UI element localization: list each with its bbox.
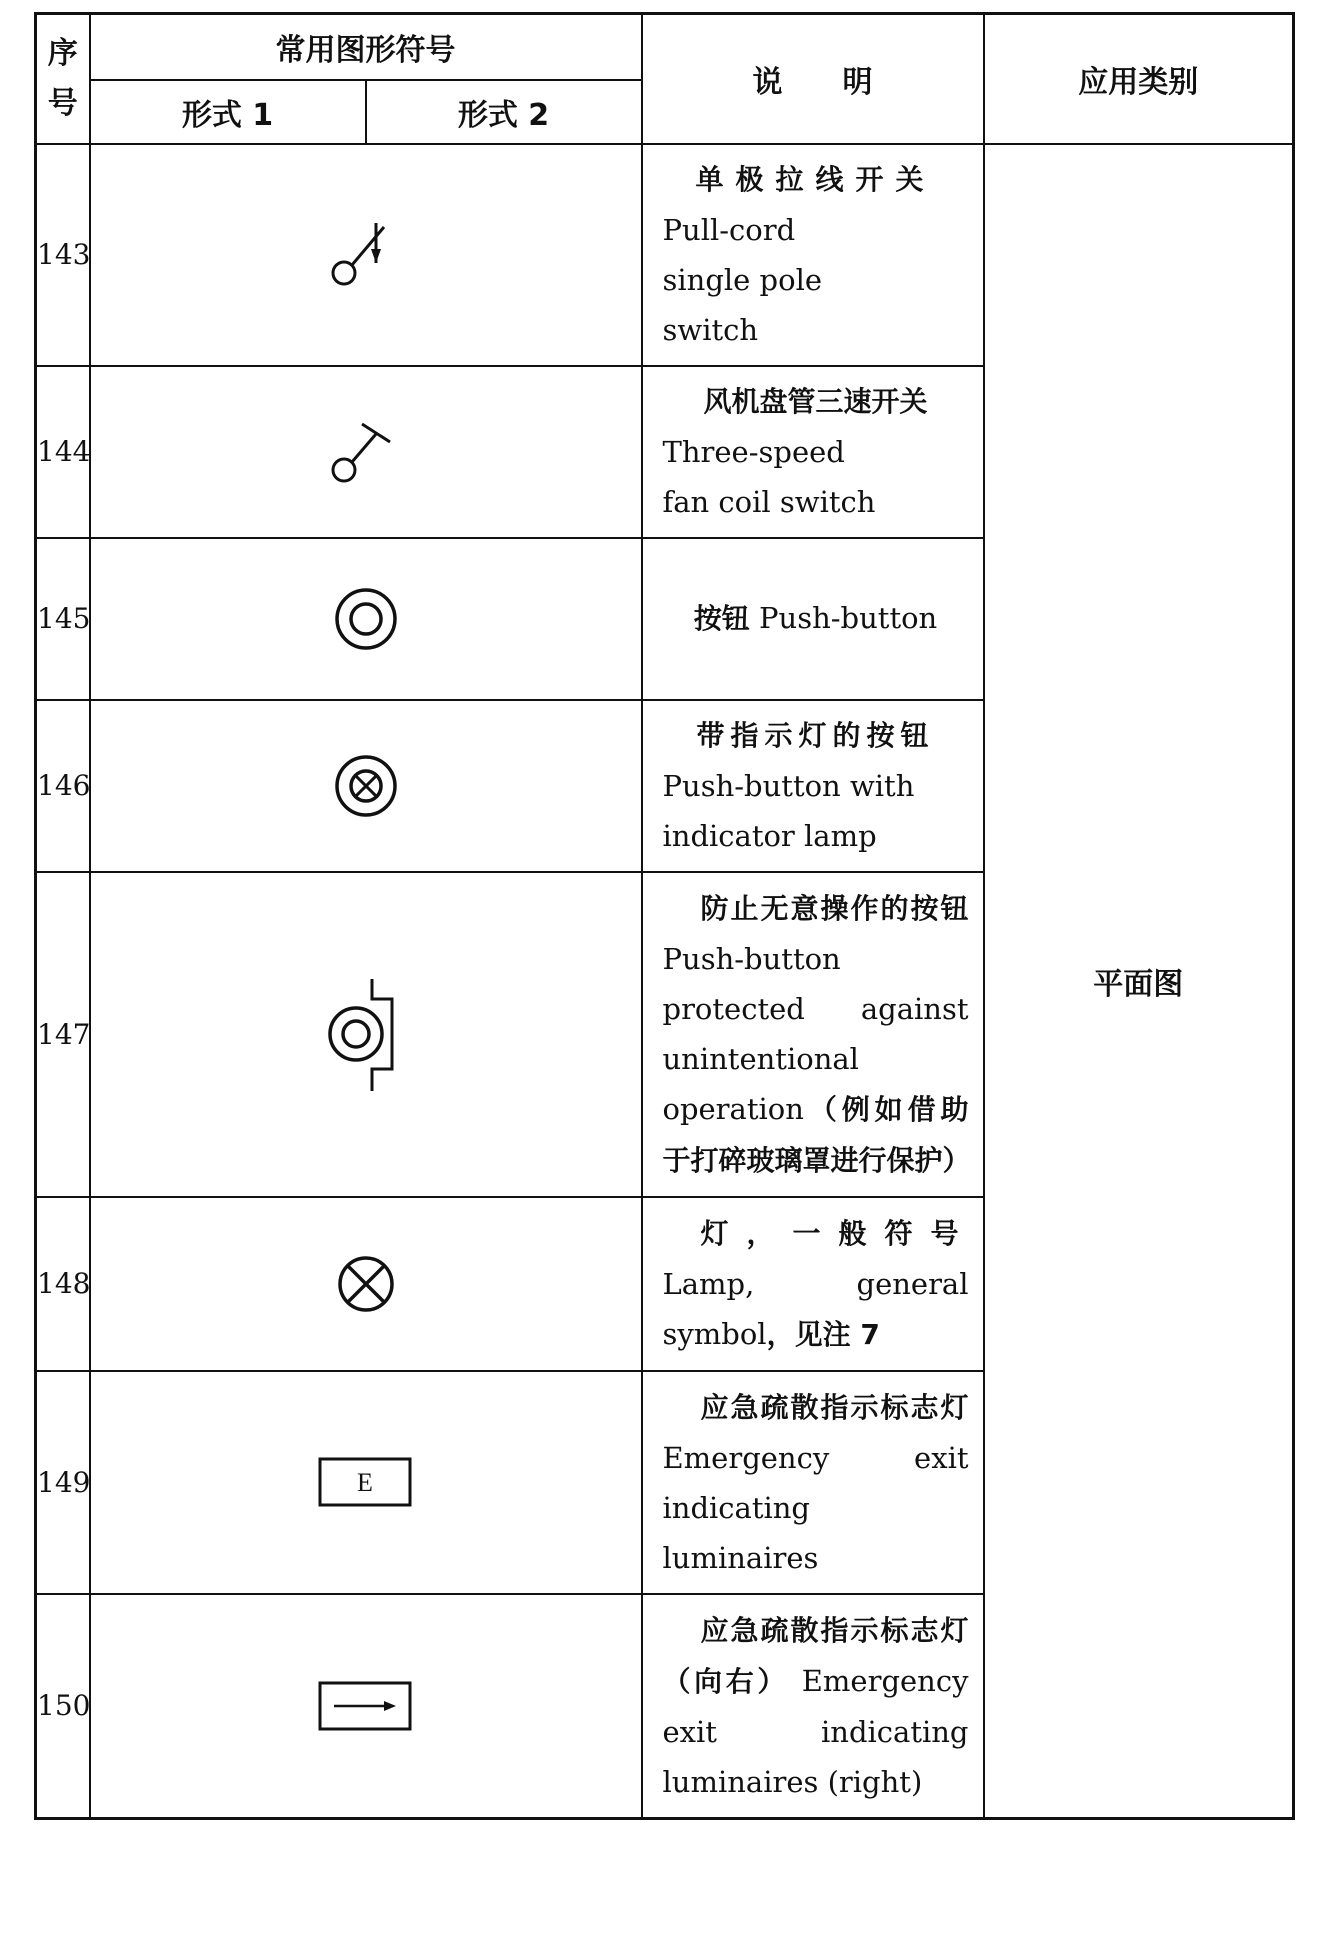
desc-en: Push-button protected against unintentional operation [662, 941, 969, 1126]
description-cell [642, 700, 984, 872]
row-number: 144 [36, 366, 90, 538]
desc-en: Three-speed fan coil switch [662, 434, 876, 519]
symbol-cell [90, 1371, 642, 1594]
desc-cn: 按钮 [693, 602, 750, 635]
symbol-cell [90, 1594, 642, 1819]
symbol-cell [90, 700, 642, 872]
desc-cn: 防止无意操作的按钮 [700, 891, 969, 925]
table-row [36, 144, 1294, 366]
exit-e-letter: E [356, 1468, 373, 1497]
category-cell: 平面图 [984, 144, 1294, 1819]
description-cell [642, 1197, 984, 1371]
symbol-cell [90, 872, 642, 1197]
three-speed-switch-icon [326, 412, 406, 492]
desc-cn-note: （例如借助于打碎玻璃罩进行保护） [662, 1092, 971, 1177]
header-seq: 序号 [36, 14, 90, 144]
desc-cn: 应急疏散指示标志灯（向右） [662, 1613, 969, 1698]
row-number: 148 [36, 1197, 90, 1371]
desc-en: Lamp, general symbol [662, 1266, 969, 1351]
desc-cn: 带指示灯的按钮 [696, 718, 935, 752]
desc-cn: 风机盘管三速开关 [703, 384, 928, 418]
desc-en: Emergency exit indicating luminaires (right) [662, 1663, 969, 1799]
row-number: 147 [36, 872, 90, 1197]
header-description: 说 明 [642, 14, 984, 144]
desc-cn: 单极拉线开关 [695, 162, 936, 196]
description-cell [642, 872, 984, 1197]
description-cell [642, 538, 984, 700]
emergency-exit-right-arrow-icon [316, 1678, 416, 1734]
symbol-cell [90, 366, 642, 538]
row-number: 150 [36, 1594, 90, 1819]
push-button-lamp-icon [326, 746, 406, 826]
header-symbol-group: 常用图形符号 [90, 14, 642, 80]
emergency-exit-e-icon [316, 1454, 416, 1510]
header-category: 应用类别 [984, 14, 1294, 144]
row-number: 149 [36, 1371, 90, 1594]
symbol-cell [90, 1197, 642, 1371]
desc-cn: 灯，一般符号 [700, 1216, 969, 1250]
row-number: 146 [36, 700, 90, 872]
description-cell [642, 1371, 984, 1594]
lamp-icon [326, 1244, 406, 1324]
header-form2: 形式 2 [366, 80, 642, 144]
symbol-cell [90, 144, 642, 366]
desc-en: Pull-cord single pole switch [662, 212, 823, 347]
symbol-cell [90, 538, 642, 700]
row-number: 145 [36, 538, 90, 700]
description-cell [642, 1594, 984, 1819]
desc-en: Emergency exit indicating luminaires [662, 1440, 969, 1575]
pull-cord-switch-icon [326, 215, 406, 295]
desc-note: ，见注 7 [766, 1317, 880, 1351]
desc-cn: 应急疏散指示标志灯 [700, 1390, 969, 1424]
push-button-icon [326, 579, 406, 659]
protected-push-button-icon [316, 969, 416, 1099]
symbol-table [34, 12, 1295, 1820]
description-cell [642, 144, 984, 366]
desc-en: Push-button with indicator lamp [662, 768, 915, 853]
description-cell [642, 366, 984, 538]
header-form1: 形式 1 [90, 80, 366, 144]
row-number: 143 [36, 144, 90, 366]
symbol-table-page [34, 12, 1292, 1820]
desc-en: Push-button [759, 601, 938, 635]
